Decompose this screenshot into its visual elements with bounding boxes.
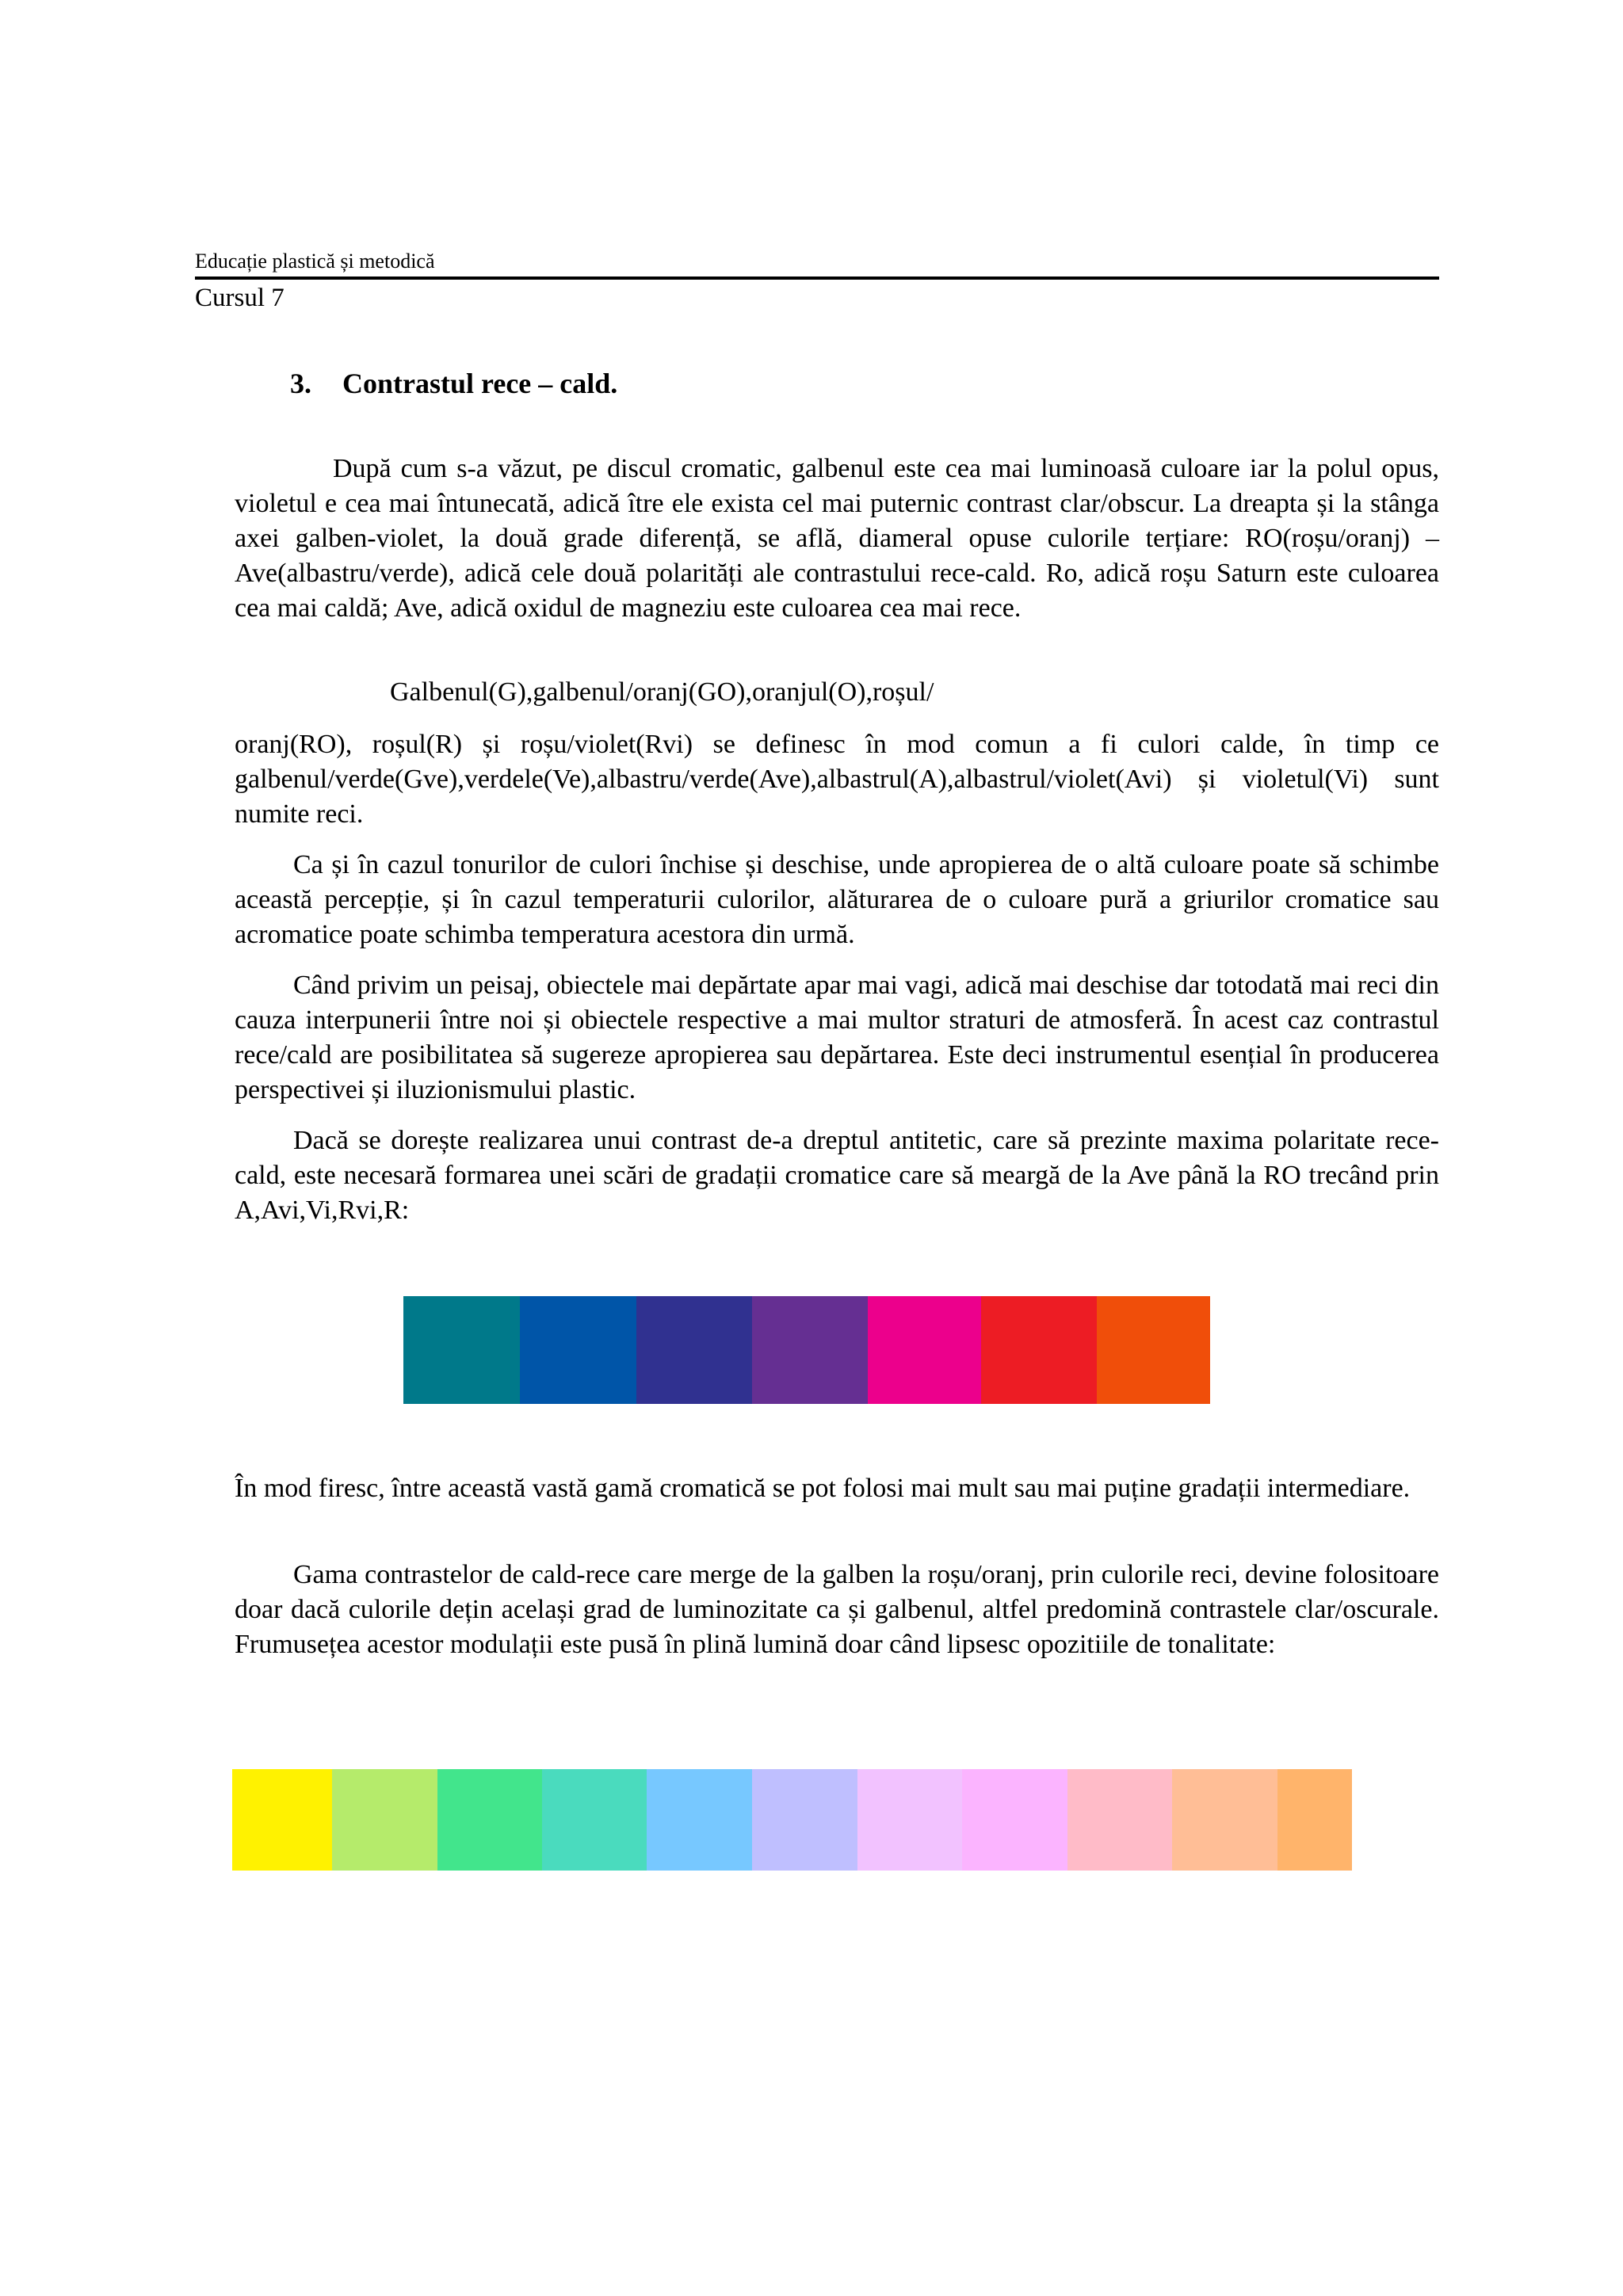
color-swatch [647, 1769, 752, 1871]
section-title [290, 366, 617, 401]
color-swatch [636, 1296, 752, 1404]
color-swatch [232, 1769, 332, 1871]
paragraph-6: În mod firesc, între această vastă gamă cromatică se pot folosi mai mult sau mai puține gradații intermediare. [235, 1474, 1411, 1503]
color-swatch [1097, 1296, 1210, 1404]
color-swatch [520, 1296, 636, 1404]
cold-warm-swatch-strip [403, 1296, 1210, 1404]
color-swatch [962, 1769, 1067, 1871]
color-swatch [868, 1296, 981, 1404]
color-swatch [1172, 1769, 1277, 1871]
paragraph-1: După cum s-a văzut, pe discul cromatic, galbenul este cea mai luminoasă culoare iar la polul opus, violetul e cea mai întunecată, adică ître ele exista cel mai puternic contrast clar/obscur. La dreapta și la stânga axei galben-violet, la două grade diferență, se află, diameral opuse culorile terțiare: RO(roșu/oranj) – Ave(albastru/verde), adică cele două polarități ale contrastului rece-cald. Ro, adică roșu Saturn este culoarea cea mai caldă; Ave, adică oxidul de magneziu este culoarea cea mai rece. [235, 454, 1439, 623]
color-swatch [1277, 1769, 1352, 1871]
paragraph-2-start: Galbenul(G),galbenul/oranj(GO),oranjul(O),roșul/ [390, 677, 934, 707]
color-swatch [332, 1769, 437, 1871]
paragraph-4: Când privim un peisaj, obiectele mai depărtate apar mai vagi, adică mai deschise dar totodată mai reci din cauza interpunerii între noi și obiectele respective a mai multor straturi de atmosferă. În acest caz contrastul rece/cald are posibilitatea să sugereze apropierea sau depărtarea. Este deci instrumentul esențial în producerea perspectivei și iluzionismului plastic. [235, 971, 1439, 1104]
equal-luminosity-swatch-strip [232, 1769, 1352, 1871]
header-course: Cursul 7 [195, 284, 285, 312]
color-swatch [403, 1296, 520, 1404]
color-swatch [1067, 1769, 1172, 1871]
header-rule [195, 277, 1439, 280]
color-swatch [857, 1769, 962, 1871]
paragraph-5: Dacă se dorește realizarea unui contrast de-a dreptul antitetic, care să prezinte maxima polaritate rece-cald, este necesară formarea unei scări de gradații cromatice care să meargă de la Ave până la RO trecând prin A,Avi,Vi,Rvi,R: [235, 1126, 1439, 1225]
paragraph-7: Gama contrastelor de cald-rece care merge de la galben la roșu/oranj, prin culorile reci, devine folositoare doar dacă culorile dețin același grad de luminozitate ca și galbenul, altfel predomină contrastele clar/oscurale. Frumusețea acestor modulații este pusă în plină lumină doar când lipsesc opozitiile de tonalitate: [235, 1560, 1439, 1659]
color-swatch [437, 1769, 542, 1871]
color-swatch [981, 1296, 1097, 1404]
section-title-text: Contrastul rece – cald. [342, 368, 618, 399]
color-swatch [752, 1769, 857, 1871]
section-number: 3. [290, 368, 311, 399]
color-swatch [752, 1296, 868, 1404]
color-swatch [542, 1769, 647, 1871]
paragraph-3: Ca și în cazul tonurilor de culori închise și deschise, unde apropierea de o altă culoare poate să schimbe această percepție, și în cazul temperaturii culorilor, alăturarea de o culoare pură a griurilor cromatice sau acromatice poate schimba temperatura acestora din urmă. [235, 850, 1439, 949]
paragraph-2-continuation: oranj(RO), roșul(R) și roșu/violet(Rvi) se definesc în mod comun a fi culori calde, în timp ce galbenul/verde(Gve),verdele(Ve),albastru/verde(Ave),albastrul(A),albastrul/violet(Avi) și violetul(Vi) sunt numite reci. [235, 730, 1439, 829]
header-subject: Educație plastică și metodică [195, 250, 435, 273]
